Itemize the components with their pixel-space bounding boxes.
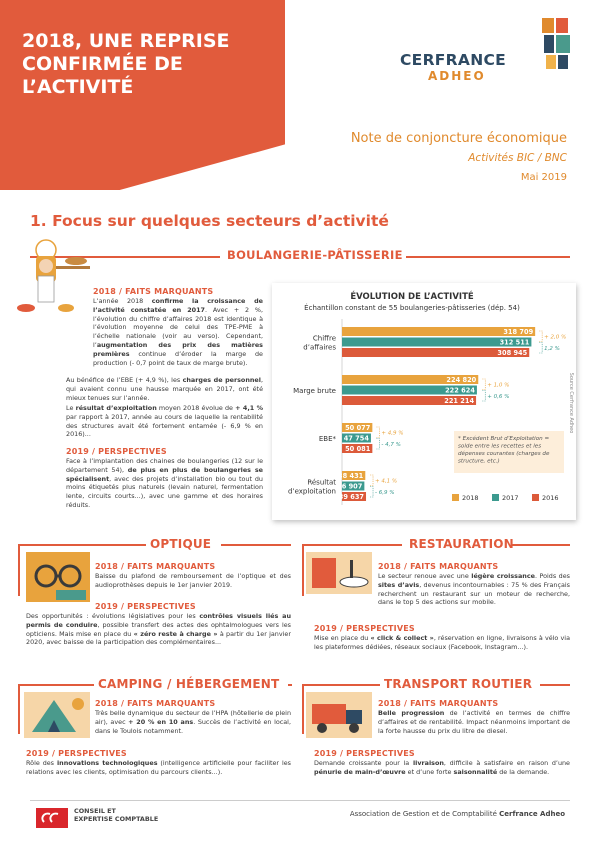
optique-persp-heading: 2019 / PERSPECTIVES <box>95 602 196 611</box>
transport-rule-right <box>540 684 570 686</box>
chart-data-label: 221 214 <box>444 397 475 405</box>
chart-variation-label: + 1,0 % <box>487 382 510 389</box>
page-title <box>22 30 272 99</box>
chart-note-line: * Excédent Brut d’Exploitation = <box>458 436 550 442</box>
note-date: Mai 2019 <box>520 172 567 183</box>
chart-variation-bracket <box>370 487 373 498</box>
chart-legend-swatch <box>492 494 499 501</box>
chart-legend-swatch <box>452 494 459 501</box>
chart-data-label: 50 081 <box>345 445 371 453</box>
footer-org <box>74 807 158 823</box>
title-line-3: L’ACTIVITÉ <box>22 76 134 98</box>
footer-org-line-2: EXPERTISE COMPTABLE <box>74 815 159 823</box>
camping-illustration-icon <box>24 692 90 738</box>
footer-org-line-1: CONSEIL ET <box>74 807 116 815</box>
restauration-title: RESTAURATION <box>409 537 514 551</box>
chart-variation-bracket <box>370 475 373 486</box>
chart-category-label: d’affaires <box>303 343 336 352</box>
truck-illustration-icon <box>306 692 372 738</box>
cerfrance-mark-icon <box>540 18 578 70</box>
chart-note-box <box>454 431 564 473</box>
chart-variation-label: - 4,7 % <box>381 441 401 448</box>
chart-legend-label: 2018 <box>462 494 479 502</box>
chart-variation-label: 1,2 % <box>544 345 560 352</box>
camping-persp-text: Rôle des innovations technologiques (intelligence artificielle pour faciliter les relations avec les clients, optimisation du parcours clients...). <box>26 759 292 776</box>
optique-faits-text: Baisse du plafond de remboursement de l’optique et des audioprothèses depuis le 1er janvier 2019. <box>95 572 291 589</box>
optique-title: OPTIQUE <box>150 537 212 551</box>
boulangerie-faits-text-3: Le résultat d’exploitation moyen 2018 évolue de + 4,1 % par rapport à 2017, année au cours de laquelle la rentabilité des structures avait été fortement entamée (- 6,9 % en 2016)... <box>66 404 263 439</box>
chart-data-label: 312 511 <box>499 338 530 347</box>
chart-variation-label: + 4,1 % <box>375 478 398 485</box>
chart-variation-label: + 0,6 % <box>487 393 510 400</box>
chart-variation-bracket <box>539 343 542 354</box>
cerfrance-logo <box>400 18 575 83</box>
activity-chart <box>272 283 576 520</box>
restauration-persp-text: Mise en place du « click & collect », réservation en ligne, livraisons à vélo via les plateformes dédiées, réseaux sociaux (Facebook, Instagram...). <box>314 634 570 651</box>
chart-note-line: dépenses courantes (charges de <box>458 451 550 457</box>
chart-category-label: Résultat <box>307 478 336 487</box>
camping-title: CAMPING / HÉBERGEMENT <box>98 677 280 691</box>
chart-title: ÉVOLUTION DE L’ACTIVITÉ <box>350 292 474 302</box>
restauration-rule-right <box>512 544 570 546</box>
transport-title: TRANSPORT ROUTIER <box>384 677 533 691</box>
chart-variation-label: - 6,9 % <box>375 489 395 496</box>
chart-data-label: 222 624 <box>445 386 475 395</box>
boulangerie-band-label: BOULANGERIE-PÂTISSERIE <box>227 248 403 262</box>
camping-persp-heading: 2019 / PERSPECTIVES <box>26 749 127 758</box>
optique-rule-right <box>221 544 291 546</box>
note-subtitle: Activités BIC / BNC <box>468 152 567 164</box>
chart-legend-label: 2016 <box>542 494 559 502</box>
chart-legend-label: 2017 <box>502 494 519 502</box>
restauration-rule-left <box>302 544 402 546</box>
transport-rule-left <box>302 684 380 686</box>
title-line-2: CONFIRMÉE DE <box>22 53 183 75</box>
chart-note-line: structure, etc.) <box>458 458 500 465</box>
chart-legend <box>452 494 559 502</box>
camping-rule-left <box>18 684 94 686</box>
boulangerie-faits-text-2: Au bénéfice de l’EBE (+ 4,9 %), les charges de personnel, qui avaient connu une hausse marquée en 2017, ont été mieux tenues sur l’année. <box>66 376 263 402</box>
chart-variation-label: + 2,0 % <box>544 334 567 341</box>
chart-variation-label: + 4,9 % <box>381 430 404 437</box>
restauration-corner <box>302 544 304 596</box>
logo-wordmark: CERFRANCE <box>400 51 507 69</box>
restauration-faits-heading: 2018 / FAITS MARQUANTS <box>378 562 499 571</box>
optique-rule-left <box>18 544 146 546</box>
chart-data-label: 36 907 <box>337 482 363 491</box>
footer-association: Association de Gestion et de Comptabilité Cerfrance Adheo <box>349 810 565 818</box>
activity-chart-svg <box>272 283 576 520</box>
boulangerie-faits-text: L’année 2018 confirme la croissance de l’activité constatée en 2017. Avec + 2 %, l’évolution du chiffre d’affaires 2018 est identique à l’évolution moyenne de celui des TPE-PME à l’échelle nationale (voir au verso). Cependant, l’augmentation des prix des matières premières continue d’éroder la marge de production (- 0,7 point de taux de marge brute). <box>93 297 263 367</box>
chart-variation-bracket <box>482 379 485 390</box>
chart-variation-bracket <box>376 439 379 450</box>
note-title: Note de conjoncture économique <box>350 131 567 146</box>
optique-persp-text: Des opportunités : évolutions législatives pour les contrôles visuels liés au permis de conduire, possible transfert des actes des ophtalmologues vers les opticiens. Mais mise en place du « zéro reste à charge » à partir du 1er janvier 2020, avec baisse de la participation des complémentaires... <box>26 612 291 647</box>
camping-rule-right <box>288 684 292 686</box>
transport-corner <box>302 684 304 734</box>
chart-data-label: 224 820 <box>446 376 477 384</box>
band-rule-right <box>406 256 570 258</box>
chart-category-label: d’exploitation <box>287 487 336 496</box>
ordre-experts-comptables-logo-icon <box>36 808 68 828</box>
title-line-1: 2018, UNE REPRISE <box>22 30 230 52</box>
optique-corner <box>18 544 20 596</box>
chart-category-label: EBE* <box>318 435 336 443</box>
camping-faits-heading: 2018 / FAITS MARQUANTS <box>95 699 216 708</box>
chart-data-label: 308 945 <box>497 349 528 357</box>
chart-note-line: solde entre les recettes et les <box>458 443 542 450</box>
glasses-illustration-icon <box>26 552 90 602</box>
chart-data-label: 318 709 <box>503 328 534 336</box>
boulangerie-persp-heading: 2019 / PERSPECTIVES <box>66 447 167 456</box>
chart-data-label: 38 431 <box>338 472 364 480</box>
chart-data-label: 50 077 <box>345 424 371 432</box>
restauration-persp-heading: 2019 / PERSPECTIVES <box>314 624 415 633</box>
chart-variation-bracket <box>482 391 485 402</box>
transport-faits-text: Belle progression de l’activité en termes de chiffre d’affaires et de rentabilité. Impact néanmoins important de la forte hausse du prix du litre de diesel. <box>378 709 571 735</box>
chart-data-label: 47 754 <box>343 434 369 443</box>
transport-faits-heading: 2018 / FAITS MARQUANTS <box>378 699 499 708</box>
logo-subtitle: ADHEO <box>428 69 486 83</box>
chart-source: Source Cerfrance Adheo <box>568 372 574 434</box>
chart-category-label: Marge brute <box>293 387 336 395</box>
boulangerie-persp-text: Face à l’implantation des chaines de boulangeries (12 sur le département 54), de plus en plus de boulangeries se spécialisent, avec des projets d’installation bio ou tout du moins étiquetés plus naturels (levain naturel, fermentation lente, circuits courts...), avec une gamme et des horaires réduits. <box>66 457 263 509</box>
chart-legend-swatch <box>532 494 539 501</box>
chart-category-label: Chiffre <box>312 334 336 343</box>
footer-rule <box>30 800 570 801</box>
transport-persp-text: Demande croissante pour la livraison, difficile à satisfaire en raison d’une pénurie de main-d’œuvre et d’une forte saisonnalité de la demande. <box>314 759 570 776</box>
baker-illustration-icon <box>16 236 94 316</box>
chart-data-label: 39 637 <box>338 493 365 501</box>
chart-subtitle: Échantillon constant de 55 boulangeries-pâtisseries (dép. 54) <box>304 304 520 312</box>
chart-variation-bracket <box>539 331 542 342</box>
chart-variation-bracket <box>376 427 379 438</box>
camping-faits-text: Très belle dynamique du secteur de l’HPA (hôtellerie de plein air), avec + 20 % en 10 ans. Succès de l’activité en local, dans le Toulois notamment. <box>95 709 291 735</box>
camping-corner <box>18 684 20 734</box>
restauration-faits-text: Le secteur renoue avec une légère croissance. Poids des sites d’avis, devenus incontournables : 75 % des Français recherchent un restaurant sur un moteur de recherche, dans le top 5 des actions sur mobile. <box>378 572 570 607</box>
transport-persp-heading: 2019 / PERSPECTIVES <box>314 749 415 758</box>
section-title: 1. Focus sur quelques secteurs d’activité <box>30 212 389 230</box>
boulangerie-faits-heading: 2018 / FAITS MARQUANTS <box>93 287 214 296</box>
optique-faits-heading: 2018 / FAITS MARQUANTS <box>95 562 216 571</box>
restaurant-illustration-icon <box>306 552 372 594</box>
